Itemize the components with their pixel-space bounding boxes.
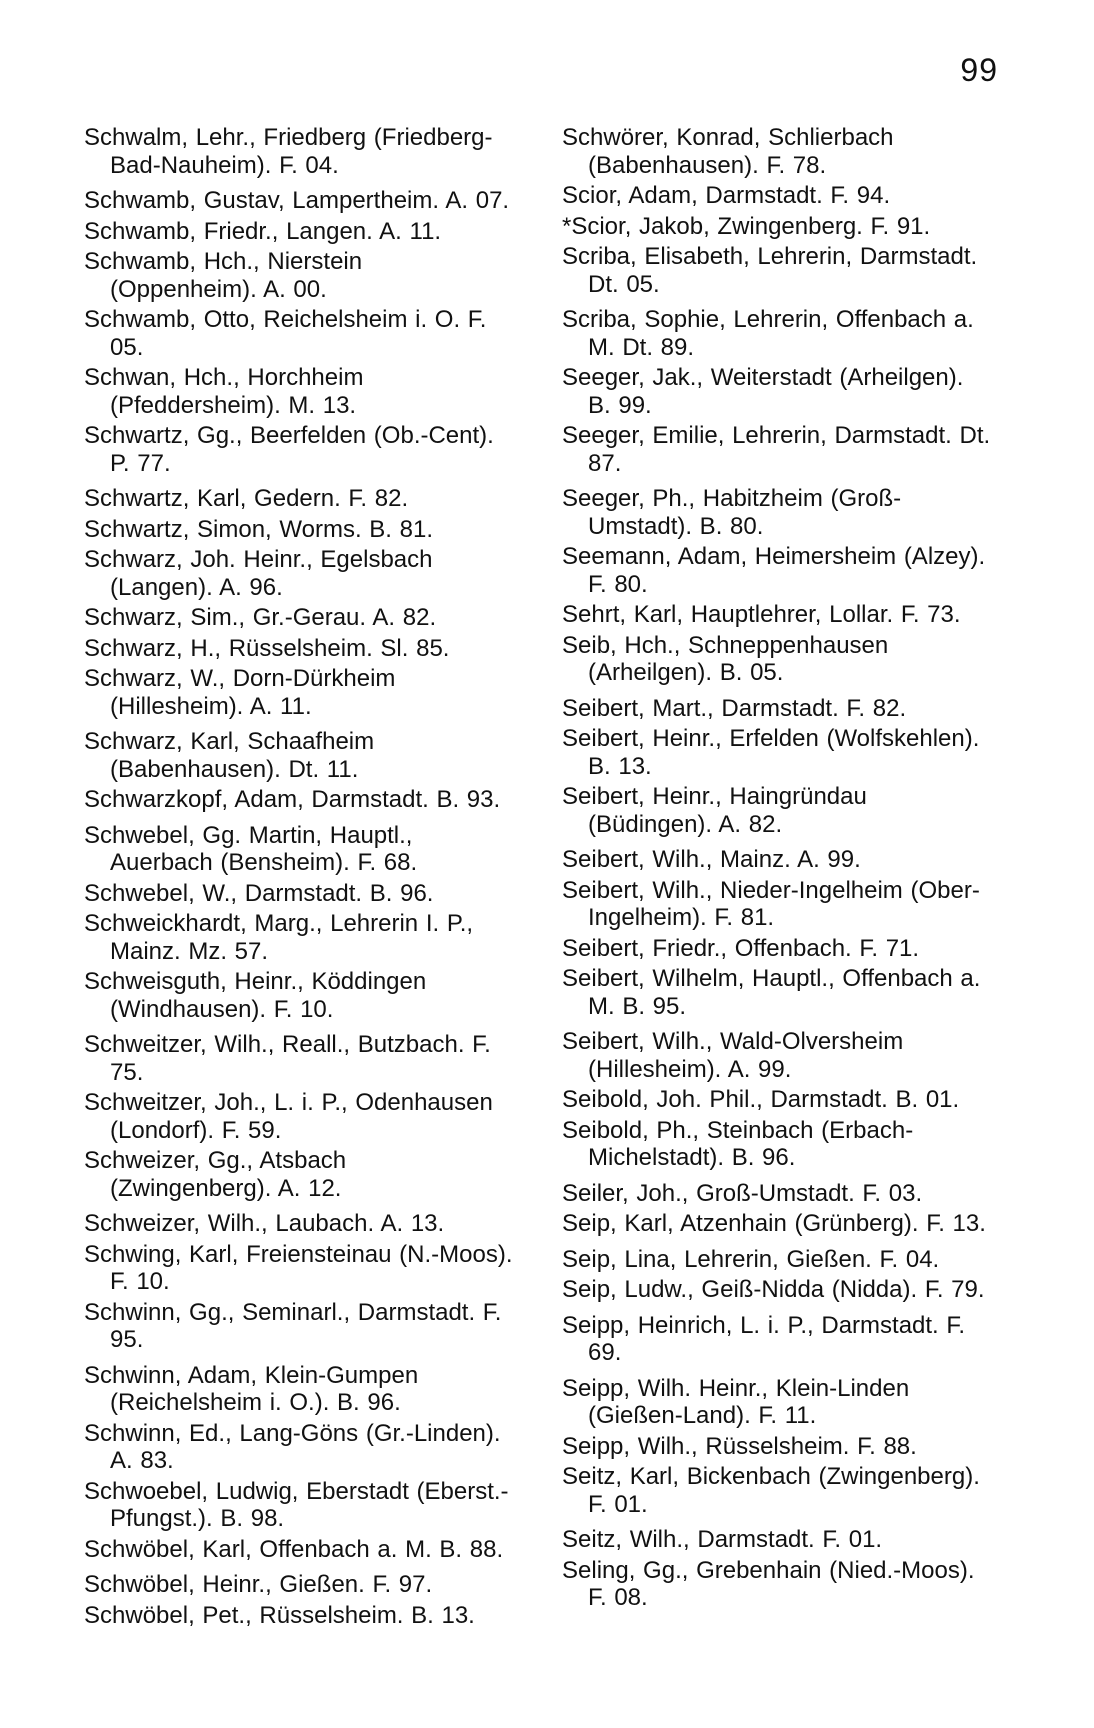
list-item: Seeger, Jak., Weiterstadt (Arheilgen). B. 99. xyxy=(562,364,964,419)
list-item: Seitz, Wilh., Darmstadt. F. 01. xyxy=(562,1526,883,1553)
list-item: Schwamb, Friedr., Langen. A. 11. xyxy=(84,217,442,245)
list-item: Seeger, Ph., Habitzheim (Groß-Umstadt). B. 80. xyxy=(562,485,902,540)
list-item: Schwebel, Gg. Martin, Hauptl., Auerbach (Bensheim). F. 68. xyxy=(84,821,418,876)
list-item: Seling, Gg., Grebenhain (Nied.-Moos). F. 08. xyxy=(562,1556,975,1611)
list-item: Schwinn, Adam, Klein-Gumpen (Reichelsheim i. O.). B. 96. xyxy=(84,1361,419,1416)
list-item: Scior, Adam, Darmstadt. F. 94. xyxy=(562,182,891,209)
list-item: Seibert, Wilhelm, Hauptl., Offenbach a. M. B. 95. xyxy=(562,965,981,1020)
list-item: Schwoebel, Ludwig, Eberstadt (Eberst.-Pfungst.). B. 98. xyxy=(84,1477,509,1532)
list-item: Schweitzer, Wilh., Reall., Butzbach. F. 75. xyxy=(84,1031,491,1086)
list-item: Schwamb, Otto, Reichelsheim i. O. F. 05. xyxy=(84,306,487,361)
list-item: Schwörer, Konrad, Schlierbach (Babenhausen). F. 78. xyxy=(562,124,894,179)
list-item: Schwartz, Gg., Beerfelden (Ob.-Cent). P. 77. xyxy=(84,422,494,477)
list-item: Seibert, Heinr., Haingründau (Büdingen). A. 82. xyxy=(562,783,867,838)
list-item: Seibold, Joh. Phil., Darmstadt. B. 01. xyxy=(562,1086,960,1113)
list-item: Seeger, Emilie, Lehrerin, Darmstadt. Dt. 87. xyxy=(562,422,991,477)
list-item: Seibert, Friedr., Offenbach. F. 71. xyxy=(562,934,920,962)
list-item: Seiler, Joh., Groß-Umstadt. F. 03. xyxy=(562,1179,923,1207)
right-column xyxy=(562,124,992,1615)
list-item: Schweisguth, Heinr., Köddingen (Windhausen). F. 10. xyxy=(84,968,427,1023)
list-item: Seip, Lina, Lehrerin, Gießen. F. 04. xyxy=(562,1245,940,1273)
list-item: Schwarz, Karl, Schaafheim (Babenhausen). Dt. 11. xyxy=(84,728,375,783)
list-item: Seibert, Wilh., Mainz. A. 99. xyxy=(562,846,861,873)
list-item: Schwartz, Karl, Gedern. F. 82. xyxy=(84,485,409,512)
list-item: Scriba, Sophie, Lehrerin, Offenbach a. M. Dt. 89. xyxy=(562,306,974,361)
list-item: Schwarzkopf, Adam, Darmstadt. B. 93. xyxy=(84,786,501,813)
list-item: Schweizer, Gg., Atsbach (Zwingenberg). A. 12. xyxy=(84,1147,347,1202)
list-item: Schweitzer, Joh., L. i. P., Odenhausen (Londorf). F. 59. xyxy=(84,1089,493,1144)
list-item: Schweickhardt, Marg., Lehrerin I. P., Mainz. Mz. 57. xyxy=(84,910,474,965)
list-item: Schweizer, Wilh., Laubach. A. 13. xyxy=(84,1210,445,1237)
list-item: Schwing, Karl, Freiensteinau (N.-Moos). F. 10. xyxy=(84,1240,513,1295)
list-item: Schwartz, Simon, Worms. B. 81. xyxy=(84,515,433,543)
list-item: Schwöbel, Karl, Offenbach a. M. B. 88. xyxy=(84,1535,504,1563)
list-item: Sehrt, Karl, Hauptlehrer, Lollar. F. 73. xyxy=(562,601,961,628)
list-item: Schwamb, Hch., Nierstein (Oppenheim). A. 00. xyxy=(84,248,363,303)
list-item: Schwinn, Gg., Seminarl., Darmstadt. F. 95. xyxy=(84,1298,502,1353)
page-number: 99 xyxy=(960,52,998,88)
list-item: Schwamb, Gustav, Lampertheim. A. 07. xyxy=(84,187,510,214)
list-item: Seipp, Heinrich, L. i. P., Darmstadt. F. 69. xyxy=(562,1311,966,1366)
list-item: Schwinn, Ed., Lang-Göns (Gr.-Linden). A. 83. xyxy=(84,1419,501,1474)
list-item: Seitz, Karl, Bickenbach (Zwingenberg). F. 01. xyxy=(562,1463,980,1518)
list-item: Seib, Hch., Schneppenhausen (Arheilgen). B. 05. xyxy=(562,631,889,686)
list-item: Schwöbel, Pet., Rüsselsheim. B. 13. xyxy=(84,1601,475,1629)
list-item: Seibert, Heinr., Erfelden (Wolfskehlen). B. 13. xyxy=(562,725,980,780)
list-item: Schwöbel, Heinr., Gießen. F. 97. xyxy=(84,1571,433,1598)
list-item: Seibold, Ph., Steinbach (Erbach-Michelstadt). B. 96. xyxy=(562,1116,914,1171)
list-item: Schwalm, Lehr., Friedberg (Friedberg-Bad-Nauheim). F. 04. xyxy=(84,124,493,179)
list-item: Seibert, Wilh., Nieder-Ingelheim (Ober-Ingelheim). F. 81. xyxy=(562,876,980,931)
list-item: Schwarz, Sim., Gr.-Gerau. A. 82. xyxy=(84,604,437,631)
list-item: Seip, Karl, Atzenhain (Grünberg). F. 13. xyxy=(562,1210,986,1237)
list-item: Schwarz, H., Rüsselsheim. Sl. 85. xyxy=(84,634,450,662)
list-item: Seibert, Mart., Darmstadt. F. 82. xyxy=(562,694,907,722)
list-item: Seipp, Wilh., Rüsselsheim. F. 88. xyxy=(562,1432,917,1460)
list-item: *Scior, Jakob, Zwingenberg. F. 91. xyxy=(562,212,931,240)
list-item: Scriba, Elisabeth, Lehrerin, Darmstadt. Dt. 05. xyxy=(562,243,978,298)
list-item: Schwebel, W., Darmstadt. B. 96. xyxy=(84,879,434,907)
list-item: Schwan, Hch., Horchheim (Pfeddersheim). M. 13. xyxy=(84,364,364,419)
list-item: Seipp, Wilh. Heinr., Klein-Linden (Gießen-Land). F. 11. xyxy=(562,1374,910,1429)
left-column xyxy=(84,124,514,1632)
list-item: Seip, Ludw., Geiß-Nidda (Nidda). F. 79. xyxy=(562,1276,985,1303)
list-item: Seibert, Wilh., Wald-Olversheim (Hillesheim). A. 99. xyxy=(562,1028,904,1083)
list-item: Schwarz, W., Dorn-Dürkheim (Hillesheim). A. 11. xyxy=(84,665,396,720)
list-item: Schwarz, Joh. Heinr., Egelsbach (Langen). A. 96. xyxy=(84,546,433,601)
list-item: Seemann, Adam, Heimersheim (Alzey). F. 80. xyxy=(562,543,986,598)
